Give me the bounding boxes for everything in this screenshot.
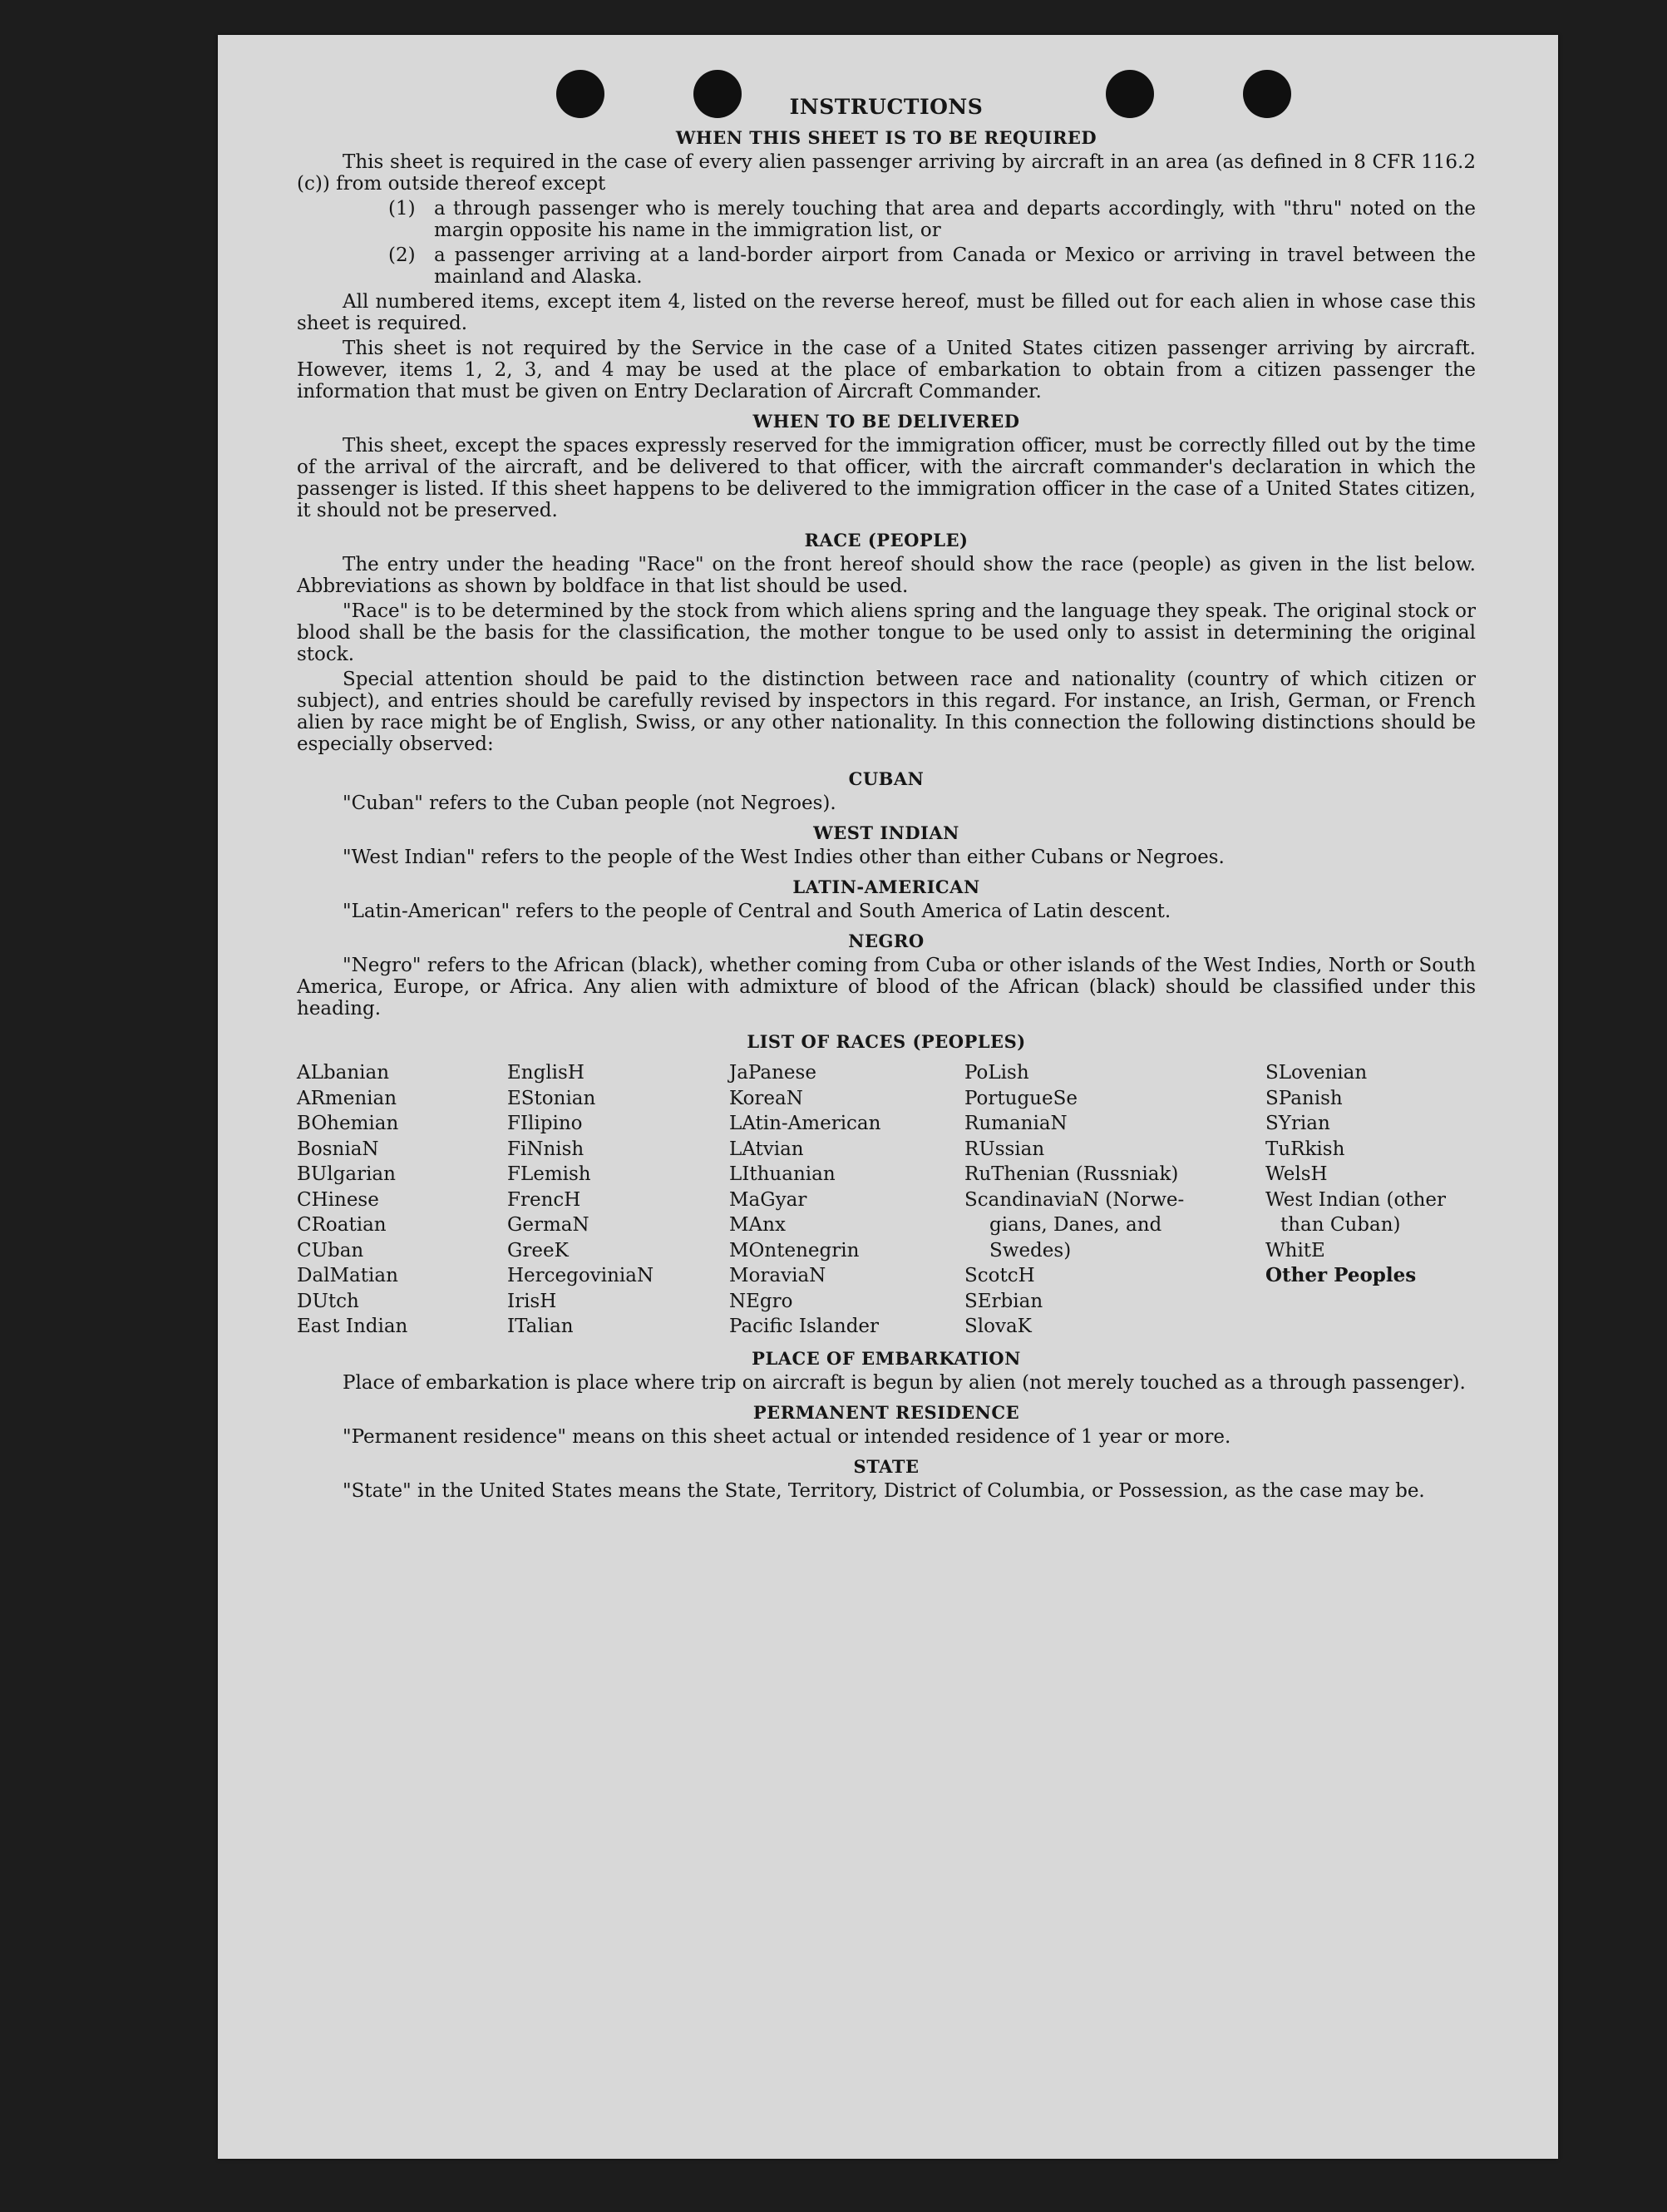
section-title-negro: NEGRO [848, 931, 925, 951]
race-entry: WelsH [1265, 1163, 1328, 1185]
exception-text: a through passenger who is merely touching that area and departs accordingly, with "thru" noted on the margin opposite his name in the immigration list, or [434, 198, 1476, 241]
exception-text: a passenger arriving at a land-border airport from Canada or Mexico or arriving in travel between the mainland and Alaska. [434, 244, 1476, 288]
race-entry: WhitE [1265, 1239, 1325, 1262]
race-entry: MoraviaN [729, 1265, 826, 1286]
section-title-delivered: WHEN TO BE DELIVERED [752, 411, 1020, 432]
required-paragraph-2: All numbered items, except item 4, listed on the reverse hereof, must be filled out for each alien in whose case this sheet is required. [297, 291, 1476, 334]
west-indian-definition: "West Indian" refers to the people of the West Indies other than either Cubans or Negroes. [343, 847, 1225, 868]
race-entry: West Indian (other [1265, 1188, 1447, 1211]
races-list [297, 1060, 1476, 1340]
race-entry: FrencH [507, 1188, 581, 1211]
race-entry: RUssian [964, 1138, 1045, 1160]
page-title: INSTRUCTIONS [789, 95, 984, 119]
latin-american-definition: "Latin-American" refers to the people of Central and South America of Latin descent. [343, 901, 1171, 922]
race-entry: MOntenegrin [729, 1239, 860, 1262]
section-title-latin-american: LATIN-AMERICAN [792, 876, 980, 897]
section-title-west-indian: WEST INDIAN [813, 822, 959, 843]
exception-number: (2) [388, 244, 416, 266]
race-entry: ScotcH [964, 1265, 1035, 1286]
list-of-races-title: LIST OF RACES (PEOPLES) [747, 1031, 1026, 1052]
race-entry: IrisH [507, 1290, 557, 1312]
race-entry: ITalian [507, 1316, 574, 1337]
race-entry: FLemish [507, 1163, 591, 1185]
exception-number: (1) [388, 198, 416, 220]
race-entry: KoreaN [729, 1087, 803, 1109]
race-entry: LAtin-American [729, 1113, 881, 1134]
race-paragraph-3: Special attention should be paid to the distinction between race and nationality (country of which citizen or subject), and entries should be carefully revised by inspectors in this regard. For instance, an Irish, German, or French alien by race might be of English, Swiss, or any other nationality. In this connection the following distinctions should be especially observed: [297, 669, 1476, 755]
state-paragraph: "State" in the United States means the State, Territory, District of Columbia, or Possession, as the case may be. [343, 1479, 1425, 1502]
race-entry: than Cuban) [1280, 1214, 1401, 1236]
race-entry: ScandinaviaN (Norwe- [964, 1188, 1185, 1211]
race-entry: BosniaN [297, 1138, 379, 1160]
race-entry: MAnx [729, 1214, 786, 1236]
instructions-content [297, 95, 1476, 1505]
race-entry: Other Peoples [1265, 1264, 1417, 1286]
delivered-paragraph: This sheet, except the spaces expressly reserved for the immigration officer, must be correctly filled out by the time of the arrival of the aircraft, and be delivered to that officer, with the aircraft commander's declaration in which the passenger is listed. If this sheet happens to be delivered to the immigration officer in the case of a United States citizen, it should not be preserved. [297, 435, 1476, 521]
embarkation-paragraph: Place of embarkation is place where trip on aircraft is begun by alien (not merely touched as a through passenger). [343, 1371, 1466, 1394]
race-entry: PoLish [964, 1062, 1029, 1084]
race-entry: CHinese [297, 1188, 379, 1211]
race-entry: FIlipino [507, 1113, 583, 1134]
residence-paragraph: "Permanent residence" means on this sheet actual or intended residence of 1 year or more. [343, 1425, 1231, 1448]
section-title-cuban: CUBAN [848, 768, 925, 789]
race-entry: RuThenian (Russniak) [964, 1163, 1179, 1185]
race-entry: NEgro [729, 1290, 793, 1312]
race-entry: FiNnish [507, 1138, 584, 1160]
race-entry: CUban [297, 1239, 364, 1262]
section-title-required: WHEN THIS SHEET IS TO BE REQUIRED [675, 127, 1097, 148]
race-entry: MaGyar [729, 1188, 807, 1211]
race-entry: ARmenian [297, 1087, 397, 1109]
race-entry: BOhemian [297, 1113, 399, 1134]
races-column-4 [964, 1060, 1265, 1340]
race-paragraph-1: The entry under the heading "Race" on the front hereof should show the race (people) as given in the list below. Abbreviations as shown by boldface in that list should be used. [297, 554, 1476, 597]
race-entry: SPanish [1265, 1087, 1343, 1109]
races-column-3 [729, 1060, 964, 1340]
race-entry: PortugueSe [964, 1087, 1078, 1109]
race-entry: Swedes) [989, 1239, 1072, 1262]
race-entry: gians, Danes, and [989, 1214, 1162, 1236]
document-sheet [218, 35, 1558, 2159]
cuban-definition: "Cuban" refers to the Cuban people (not Negroes). [343, 792, 836, 814]
race-entry: ALbanian [297, 1062, 390, 1084]
race-entry: GermaN [507, 1214, 589, 1236]
race-entry: CRoatian [297, 1214, 387, 1236]
race-entry: RumaniaN [964, 1113, 1068, 1134]
race-entry: DUtch [297, 1290, 359, 1312]
race-paragraph-2: "Race" is to be determined by the stock from which aliens spring and the language they speak. The original stock or blood shall be the basis for the classification, the mother tongue to be used only to assist in determining the original stock. [297, 600, 1476, 665]
race-entry: DalMatian [297, 1265, 398, 1286]
races-column-5 [1265, 1060, 1476, 1340]
race-entry: EStonian [507, 1087, 596, 1109]
negro-definition: "Negro" refers to the African (black), whether coming from Cuba or other islands of the West Indies, North or South America, Europe, or Africa. Any alien with admixture of blood of the African (black) should be classified under this heading. [297, 955, 1476, 1020]
race-entry: Pacific Islander [729, 1316, 880, 1337]
section-title-state: STATE [853, 1455, 920, 1477]
section-title-residence: PERMANENT RESIDENCE [752, 1401, 1020, 1423]
race-entry: LIthuanian [729, 1163, 836, 1185]
race-entry: East Indian [297, 1316, 408, 1337]
exception-item [388, 244, 1476, 288]
race-entry: SlovaK [964, 1316, 1032, 1337]
race-entry: EnglisH [507, 1062, 584, 1084]
race-entry: SYrian [1265, 1113, 1330, 1134]
races-column-1 [297, 1060, 507, 1340]
races-column-2 [507, 1060, 729, 1340]
race-entry: SErbian [964, 1290, 1043, 1312]
required-intro: This sheet is required in the case of every alien passenger arriving by aircraft in an area (as defined in 8 CFR 116.2 (c)) from outside thereof except [297, 151, 1476, 195]
section-title-embarkation: PLACE OF EMBARKATION [752, 1347, 1021, 1369]
race-entry: LAtvian [729, 1138, 804, 1160]
race-entry: GreeK [507, 1239, 569, 1262]
section-title-race: RACE (PEOPLE) [804, 530, 969, 551]
required-paragraph-3: This sheet is not required by the Service in the case of a United States citizen passenger arriving by aircraft. However, items 1, 2, 3, and 4 may be used at the place of embarkation to obtain from a citizen passenger the information that must be given on Entry Declaration of Aircraft Commander. [297, 338, 1476, 402]
race-entry: HercegoviniaN [507, 1265, 654, 1286]
race-entry: JaPanese [729, 1062, 816, 1084]
race-entry: BUlgarian [297, 1163, 396, 1185]
race-entry: SLovenian [1265, 1062, 1368, 1084]
race-entry: TuRkish [1265, 1138, 1345, 1160]
exception-item [388, 198, 1476, 241]
